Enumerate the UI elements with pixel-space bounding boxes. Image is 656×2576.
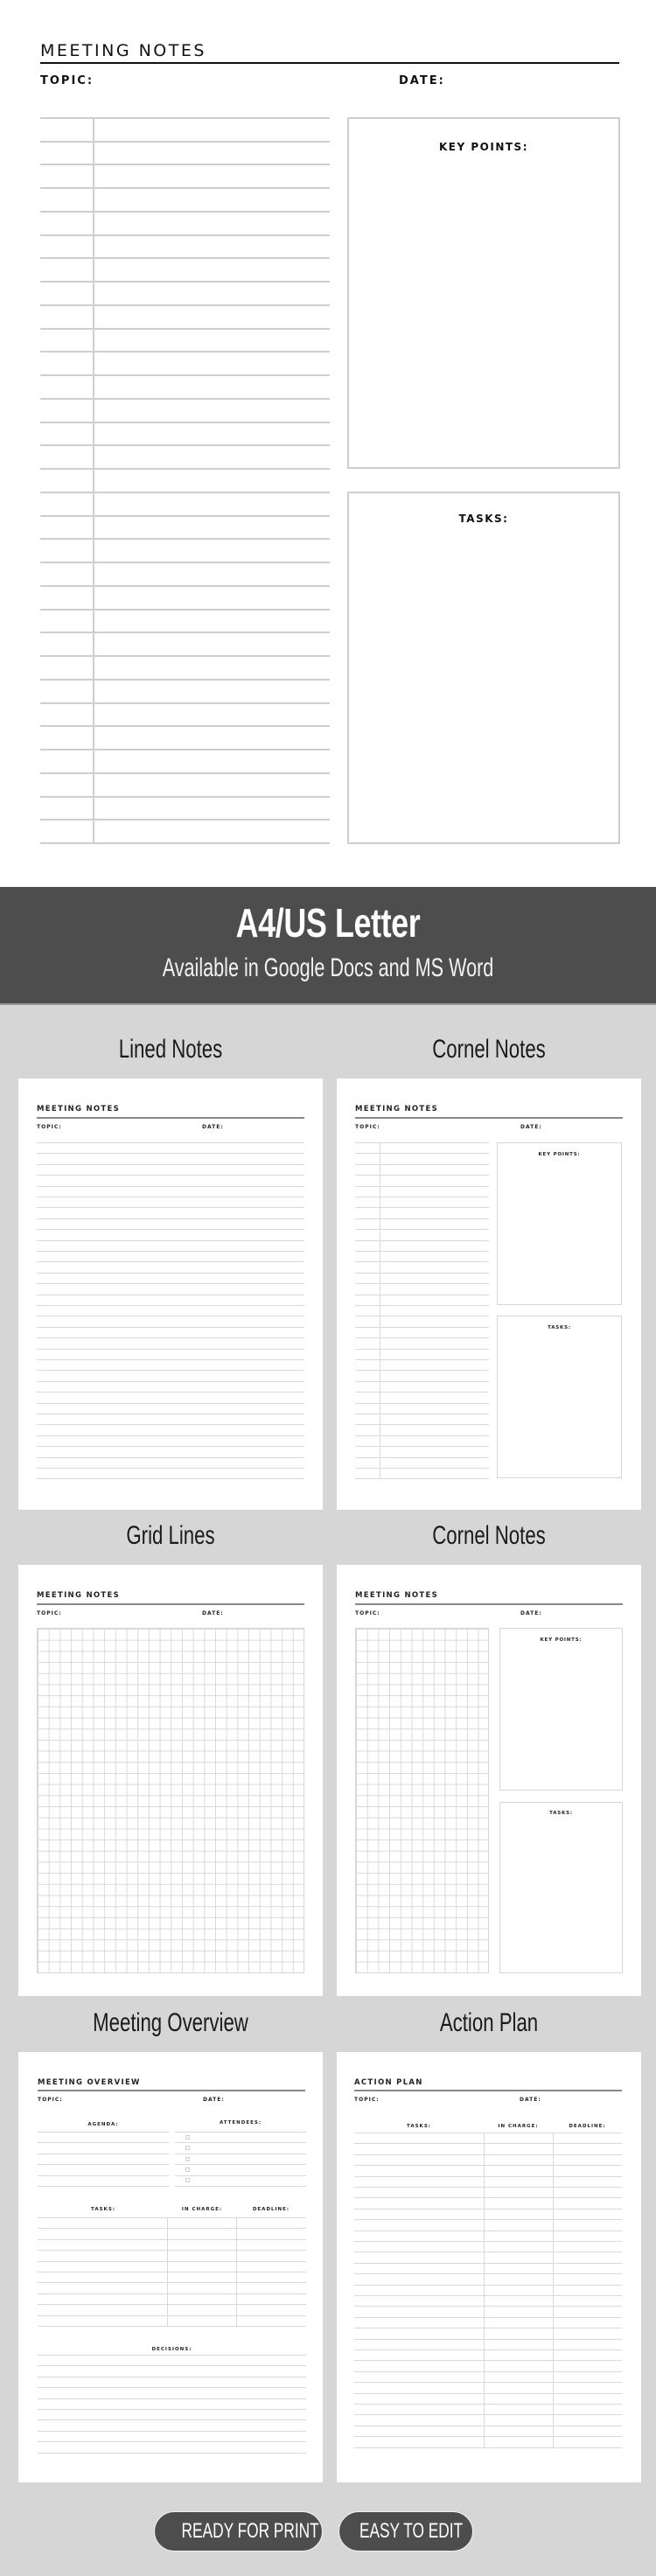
- key-points-box: [347, 117, 620, 469]
- ruled-line: [40, 351, 330, 353]
- ruled-line: [38, 2326, 306, 2327]
- ruled-line: [38, 2282, 306, 2283]
- ruled-line: [355, 1337, 489, 1338]
- cornell-grid-card[interactable]: [337, 1565, 641, 1996]
- ruled-line: [40, 702, 330, 704]
- topic-label: TOPIC:: [355, 1124, 380, 1130]
- grid-lines-card[interactable]: [18, 1565, 323, 1996]
- ruled-line: [37, 1327, 304, 1328]
- in-charge-column-header: IN CHARGE:: [498, 2124, 539, 2129]
- ruled-line: [354, 2263, 622, 2264]
- topic-label: TOPIC:: [37, 1124, 62, 1130]
- ruled-line: [354, 2404, 622, 2405]
- decisions-label: DECISIONS:: [151, 2347, 192, 2352]
- title-rule: [37, 1117, 304, 1119]
- ruled-line: [40, 749, 330, 750]
- ruled-line: [38, 2164, 169, 2165]
- ruled-line: [354, 2360, 622, 2361]
- ruled-line: [355, 1218, 489, 1219]
- key-points-label: KEY POINTS:: [540, 1637, 583, 1643]
- ruled-line: [354, 2241, 622, 2242]
- column-divider: [484, 2133, 485, 2447]
- card-caption: Cornel Notes: [432, 1035, 546, 1064]
- ruled-line: [175, 2164, 306, 2165]
- topic-label: TOPIC:: [355, 1610, 380, 1616]
- banner-title: A4/US Letter: [235, 900, 421, 946]
- ready-for-print-badge: [154, 2511, 323, 2552]
- topic-label: TOPIC:: [38, 2097, 63, 2103]
- ruled-line: [37, 1240, 304, 1241]
- ruled-line: [355, 1207, 489, 1208]
- ruled-line: [40, 281, 330, 283]
- ruled-line: [38, 2228, 306, 2229]
- tasks-box: [497, 1316, 622, 1478]
- ruled-line: [40, 609, 330, 611]
- ruled-line: [40, 374, 330, 376]
- ruled-line: [355, 1403, 489, 1404]
- ruled-line: [355, 1457, 489, 1458]
- ruled-line: [355, 1251, 489, 1252]
- ruled-line: [38, 2355, 306, 2356]
- ruled-line: [38, 2293, 306, 2294]
- key-points-box: [497, 1142, 622, 1305]
- topic-label: TOPIC:: [37, 1610, 62, 1616]
- grid-area: [37, 1628, 304, 1973]
- ruled-line: [40, 679, 330, 681]
- ruled-line: [355, 1392, 489, 1393]
- ruled-line: [354, 2187, 622, 2188]
- action-plan-card[interactable]: [337, 2052, 641, 2482]
- title-rule: [354, 2090, 622, 2091]
- topic-label: TOPIC:: [354, 2097, 380, 2103]
- ruled-line: [37, 1457, 304, 1458]
- ruled-line: [355, 1283, 489, 1284]
- ruled-line: [40, 772, 330, 774]
- ruled-line: [37, 1424, 304, 1425]
- easy-to-edit-badge: [338, 2511, 473, 2552]
- title-rule: [355, 1603, 623, 1605]
- ruled-line: [355, 1446, 489, 1447]
- ruled-line: [40, 164, 330, 165]
- ruled-line: [355, 1153, 489, 1154]
- ruled-line: [354, 2285, 622, 2286]
- ruled-line: [354, 2371, 622, 2372]
- ruled-line: [38, 2304, 306, 2305]
- ruled-line: [37, 1142, 304, 1143]
- badge-label: READY FOR PRINT: [181, 2519, 319, 2543]
- ruled-line: [355, 1349, 489, 1350]
- ruled-line: [40, 444, 330, 446]
- sheet-title: MEETING NOTES: [37, 1591, 121, 1600]
- cornell-notes-card[interactable]: [337, 1079, 641, 1510]
- ruled-line: [37, 1261, 304, 1262]
- ruled-line: [40, 538, 330, 540]
- ruled-line: [354, 2317, 622, 2318]
- agenda-label: AGENDA:: [87, 2122, 119, 2127]
- ruled-line: [354, 2219, 622, 2220]
- attendee-checkbox[interactable]: [185, 2135, 190, 2140]
- ruled-line: [37, 1186, 304, 1187]
- ruled-line: [354, 2230, 622, 2231]
- ruled-line: [37, 1229, 304, 1230]
- ruled-line: [37, 1164, 304, 1165]
- ruled-line: [40, 117, 330, 119]
- deadline-column-header: DEADLINE:: [252, 2207, 290, 2212]
- title-rule: [37, 1603, 304, 1605]
- title-rule: [38, 2090, 305, 2091]
- ruled-line: [37, 1337, 304, 1338]
- ruled-line: [355, 1359, 489, 1360]
- ruled-line: [37, 1153, 304, 1154]
- ruled-line: [355, 1142, 489, 1143]
- ruled-line: [37, 1435, 304, 1436]
- ruled-line: [355, 1164, 489, 1165]
- tasks-column-header: TASKS:: [91, 2207, 115, 2212]
- ruled-line: [355, 1229, 489, 1230]
- ruled-line: [40, 398, 330, 400]
- meeting-overview-card[interactable]: [18, 2052, 323, 2482]
- ruled-line: [355, 1240, 489, 1241]
- ruled-line: [38, 2250, 306, 2251]
- sheet-title: ACTION PLAN: [354, 2078, 423, 2087]
- card-caption: Action Plan: [439, 2008, 539, 2037]
- ruled-line: [40, 187, 330, 189]
- ruled-line: [354, 2382, 622, 2383]
- ruled-line: [40, 234, 330, 236]
- tasks-box: [499, 1802, 623, 1973]
- ruled-line: [38, 2387, 306, 2388]
- ruled-line: [37, 1251, 304, 1252]
- ruled-line: [354, 2197, 622, 2198]
- ruled-line: [354, 2436, 622, 2437]
- column-divider: [553, 2133, 554, 2447]
- ruled-line: [40, 211, 330, 213]
- ruled-line: [40, 141, 330, 143]
- ruled-line: [40, 468, 330, 470]
- sheet-title: MEETING OVERVIEW: [38, 2078, 141, 2087]
- ruled-line: [37, 1446, 304, 1447]
- ruled-line: [40, 796, 330, 798]
- tasks-label: TASKS:: [549, 1811, 573, 1816]
- ruled-line: [38, 2315, 306, 2316]
- ruled-line: [37, 1468, 304, 1469]
- ruled-line: [37, 1273, 304, 1274]
- ruled-line: [38, 2409, 306, 2410]
- ruled-line: [37, 1359, 304, 1360]
- ruled-line: [38, 2419, 306, 2420]
- sheet-title: MEETING NOTES: [40, 41, 206, 60]
- in-charge-column-header: IN CHARGE:: [181, 2207, 223, 2212]
- ruled-line: [38, 2217, 306, 2218]
- ruled-line: [355, 1424, 489, 1425]
- hero-template-preview: [0, 0, 656, 887]
- ruled-line: [40, 257, 330, 259]
- ruled-line: [354, 2273, 622, 2274]
- ruled-line: [175, 2175, 306, 2176]
- ruled-line: [40, 585, 330, 587]
- ruled-line: [355, 1273, 489, 1274]
- ruled-line: [355, 1175, 489, 1176]
- sheet-title: MEETING NOTES: [355, 1105, 439, 1113]
- ruled-line: [354, 2339, 622, 2340]
- ruled-line: [37, 1392, 304, 1393]
- sheet-title: MEETING NOTES: [355, 1591, 439, 1600]
- lined-notes-card[interactable]: [18, 1079, 323, 1510]
- ruled-line: [354, 2251, 622, 2252]
- sheet-title: MEETING NOTES: [37, 1105, 121, 1113]
- ruled-line: [38, 2441, 306, 2442]
- cue-column-divider: [93, 117, 94, 843]
- tasks-column-header: TASKS:: [407, 2124, 431, 2129]
- date-label: DATE:: [399, 74, 445, 87]
- ruled-line: [354, 2143, 622, 2144]
- ruled-line: [40, 562, 330, 563]
- ruled-line: [40, 655, 330, 657]
- ruled-line: [354, 2154, 622, 2155]
- date-label: DATE:: [520, 2097, 541, 2103]
- ruled-line: [38, 2175, 169, 2176]
- ruled-line: [354, 2176, 622, 2177]
- ruled-line: [40, 515, 330, 517]
- date-label: DATE:: [202, 1124, 224, 1130]
- ruled-line: [40, 328, 330, 330]
- date-label: DATE:: [520, 1610, 542, 1616]
- ruled-line: [175, 2132, 306, 2133]
- ruled-line: [355, 1186, 489, 1187]
- ruled-line: [354, 2349, 622, 2350]
- card-caption: Grid Lines: [126, 1521, 215, 1550]
- ruled-line: [355, 1305, 489, 1306]
- ruled-line: [37, 1478, 304, 1479]
- date-label: DATE:: [520, 1124, 542, 1130]
- ruled-line: [40, 842, 330, 844]
- badge-label: EASY TO EDIT: [359, 2519, 464, 2543]
- date-label: DATE:: [203, 2097, 225, 2103]
- grid-area: [355, 1628, 489, 1973]
- ruled-line: [37, 1218, 304, 1219]
- key-points-label: KEY POINTS:: [538, 1152, 581, 1157]
- ruled-line: [38, 2365, 306, 2366]
- column-divider: [236, 2217, 237, 2326]
- ruled-line: [37, 1349, 304, 1350]
- title-rule: [355, 1117, 623, 1119]
- ruled-line: [37, 1370, 304, 1371]
- column-divider: [167, 2217, 168, 2326]
- ruled-line: [354, 2414, 622, 2415]
- card-caption: Lined Notes: [118, 1035, 223, 1064]
- ruled-line: [354, 2447, 622, 2448]
- ruled-line: [38, 2142, 169, 2143]
- ruled-line: [355, 1327, 489, 1328]
- format-banner: [0, 887, 656, 1005]
- ruled-line: [354, 2165, 622, 2166]
- key-points-label: KEY POINTS:: [439, 141, 528, 153]
- ruled-line: [38, 2398, 306, 2399]
- ruled-line: [355, 1261, 489, 1262]
- attendees-label: ATTENDEES:: [219, 2120, 262, 2126]
- ruled-line: [354, 2295, 622, 2296]
- ruled-line: [40, 422, 330, 423]
- tasks-label: TASKS:: [548, 1325, 571, 1330]
- ruled-line: [38, 2431, 306, 2432]
- ruled-line: [37, 1381, 304, 1382]
- ruled-line: [354, 2306, 622, 2307]
- ruled-line: [355, 1381, 489, 1382]
- title-rule: [40, 62, 619, 64]
- tasks-box: [347, 492, 620, 844]
- card-caption: Meeting Overview: [93, 2008, 248, 2037]
- ruled-line: [37, 1305, 304, 1306]
- topic-label: TOPIC:: [40, 74, 94, 87]
- key-points-box: [499, 1628, 623, 1791]
- ruled-line: [37, 1403, 304, 1404]
- ruled-line: [40, 492, 330, 493]
- ruled-line: [38, 2239, 306, 2240]
- ruled-line: [38, 2132, 169, 2133]
- ruled-line: [175, 2186, 306, 2187]
- ruled-line: [40, 725, 330, 727]
- card-caption: Cornel Notes: [432, 1521, 546, 1550]
- ruled-line: [354, 2393, 622, 2394]
- ruled-line: [37, 1175, 304, 1176]
- attendee-checkbox[interactable]: [185, 2146, 190, 2150]
- deadline-column-header: DEADLINE:: [569, 2124, 606, 2129]
- ruled-line: [175, 2142, 306, 2143]
- attendee-checkbox[interactable]: [185, 2168, 190, 2172]
- attendee-checkbox[interactable]: [185, 2178, 190, 2182]
- ruled-line: [38, 2261, 306, 2262]
- ruled-line: [40, 819, 330, 820]
- ruled-line: [355, 1468, 489, 1469]
- tasks-label: TASKS:: [458, 513, 509, 525]
- ruled-line: [38, 2453, 306, 2454]
- ruled-line: [355, 1370, 489, 1371]
- ruled-line: [37, 1283, 304, 1284]
- banner-subtitle: Available in Google Docs and MS Word: [162, 953, 494, 982]
- ruled-line: [40, 304, 330, 306]
- date-label: DATE:: [202, 1610, 224, 1616]
- ruled-line: [355, 1478, 489, 1479]
- attendee-checkbox[interactable]: [185, 2157, 190, 2161]
- ruled-line: [355, 1435, 489, 1436]
- ruled-line: [40, 632, 330, 633]
- ruled-line: [37, 1207, 304, 1208]
- ruled-line: [38, 2186, 169, 2187]
